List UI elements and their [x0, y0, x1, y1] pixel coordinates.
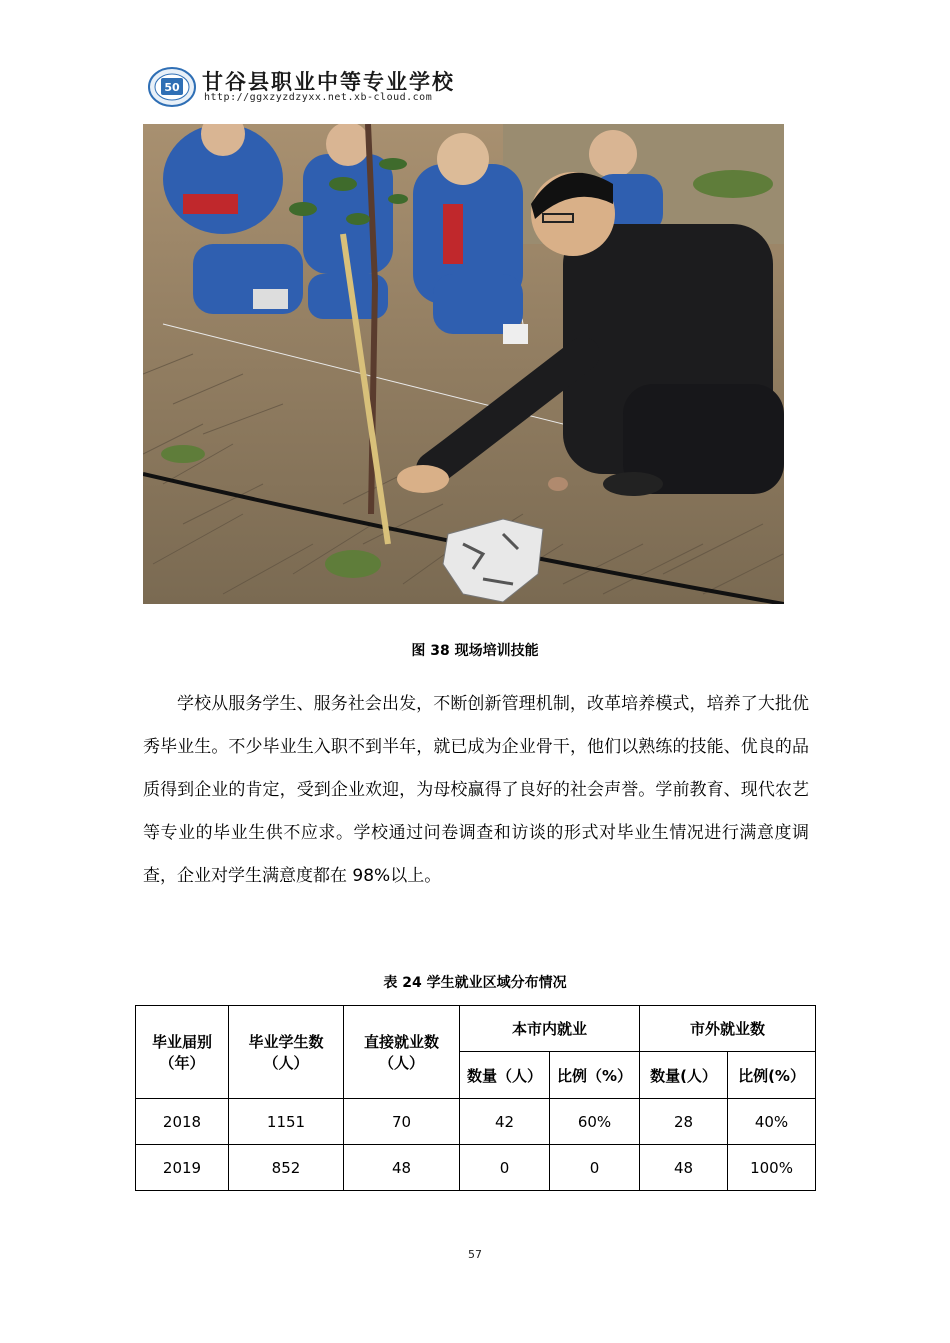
training-photo — [143, 124, 784, 604]
table-row — [136, 1145, 816, 1191]
cell-outside-count: 48 — [640, 1145, 728, 1191]
table-row — [136, 1099, 816, 1145]
school-name: 甘谷县职业中等专业学校 — [202, 69, 455, 94]
header-local-count: 数量（人） — [460, 1052, 550, 1099]
cell-graduates: 1151 — [229, 1099, 344, 1145]
cell-outside-ratio: 100% — [728, 1145, 816, 1191]
cell-year: 2019 — [136, 1145, 229, 1191]
header-local-ratio: 比例（%） — [550, 1052, 640, 1099]
employment-table — [135, 1005, 816, 1191]
cell-local-ratio: 0 — [550, 1145, 640, 1191]
photo-illustration — [143, 124, 784, 604]
header-year: 毕业届别 （年） — [136, 1006, 229, 1099]
table-header-row — [136, 1006, 816, 1052]
stone — [548, 477, 568, 491]
header-local: 本市内就业 — [460, 1006, 640, 1052]
cell-outside-ratio: 40% — [728, 1099, 816, 1145]
page-header — [148, 64, 488, 108]
page-number: 57 — [468, 1248, 482, 1261]
cell-direct: 48 — [344, 1145, 460, 1191]
header-direct: 直接就业数 （人） — [344, 1006, 460, 1099]
school-logo-icon — [148, 66, 196, 108]
student-back-head — [589, 130, 637, 178]
header-outside-count: 数量(人） — [640, 1052, 728, 1099]
header-graduates: 毕业学生数 （人） — [229, 1006, 344, 1099]
cell-outside-count: 28 — [640, 1099, 728, 1145]
paragraph-text: 学校从服务学生、服务社会出发，不断创新管理机制，改革培养模式，培养了大批优秀毕业生。不少毕业生入职不到半年，就已成为企业骨干，他们以熟练的技能、优良的品质得到企业的肯定，受到企业欢迎，为母校赢得了良好的社会声誉。学前教育、现代农艺等专业的毕业生供不应求。学校通过问卷调查和访谈的形式对毕业生情况进行满意度调查，企业对学生满意度都在 98%以上。 — [143, 694, 809, 886]
cell-local-count: 42 — [460, 1099, 550, 1145]
school-url: http://ggxzyzdzyxx.net.xb-cloud.com — [204, 92, 433, 103]
body-paragraph — [143, 683, 809, 898]
header-outside: 市外就业数 — [640, 1006, 816, 1052]
figure-caption: 图 38 现场培训技能 — [411, 643, 539, 659]
header-outside-ratio: 比例(%） — [728, 1052, 816, 1099]
cell-graduates: 852 — [229, 1145, 344, 1191]
cell-local-ratio: 60% — [550, 1099, 640, 1145]
table-caption: 表 24 学生就业区域分布情况 — [383, 975, 567, 991]
logo-text: 50 — [164, 81, 180, 94]
cell-direct: 70 — [344, 1099, 460, 1145]
cell-local-count: 0 — [460, 1145, 550, 1191]
cell-year: 2018 — [136, 1099, 229, 1145]
